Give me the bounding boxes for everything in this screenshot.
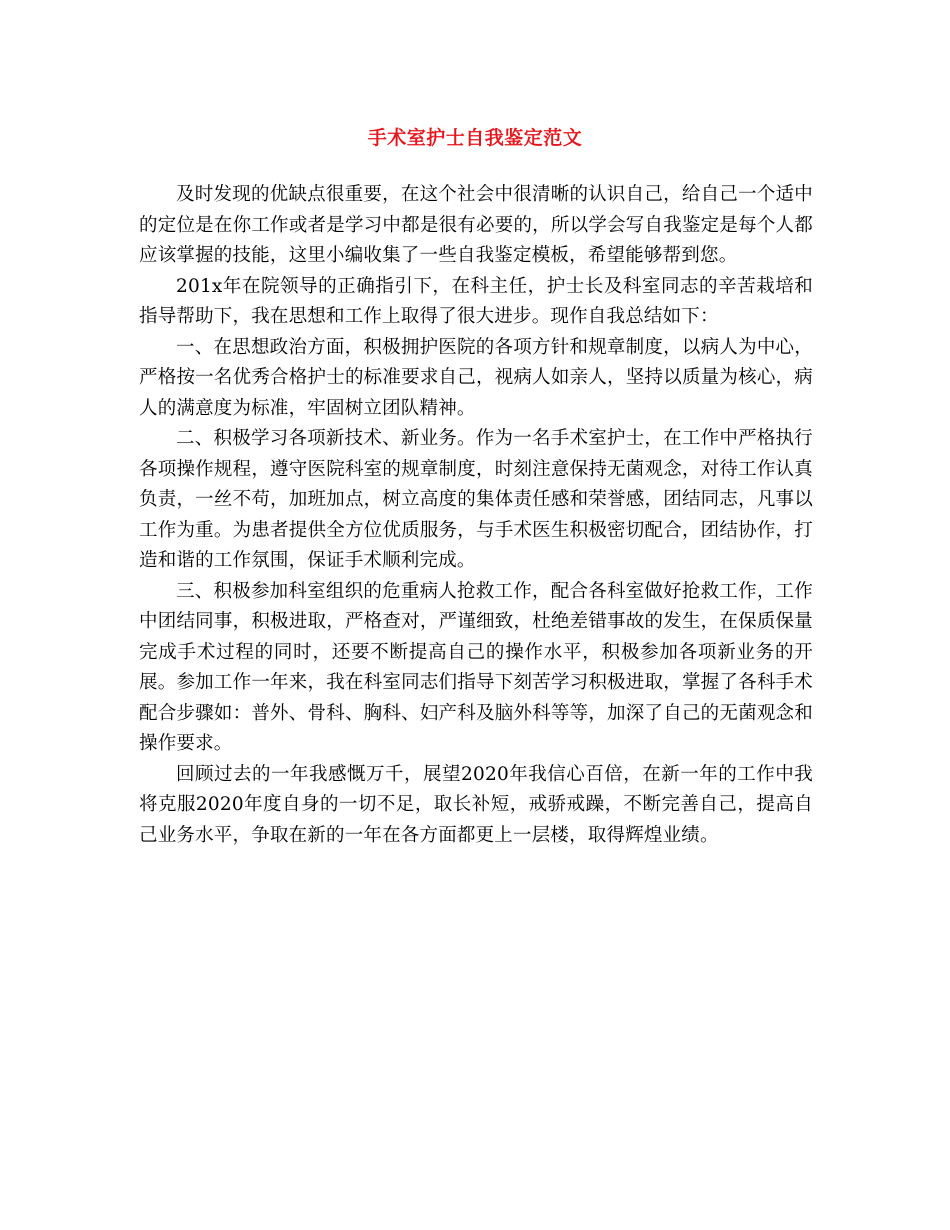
- paragraph-intro: 及时发现的优缺点很重要，在这个社会中很清晰的认识自己，给自己一个适中的定位是在你工作或者是学习中都是很有必要的，所以学会写自我鉴定是每个人都应该掌握的技能，这里小编收集了一些自我鉴定模板，希望能够帮到您。: [139, 184, 813, 266]
- document-body: [139, 180, 813, 851]
- paragraph-review: 回顾过去的一年我感慨万千，展望2020年我信心百倍，在新一年的工作中我将克服2020年度自身的一切不足，取长补短，戒骄戒躁，不断完善自己，提高自己业务水平，争取在新的一年在各方面都更上一层楼，取得辉煌业绩。: [139, 763, 813, 846]
- paragraph-learning: 二、积极学习各项新技术、新业务。作为一名手术室护士，在工作中严格执行各项操作规程，遵守医院科室的规章制度，时刻注意保持无菌观念，对待工作认真负责，一丝不苟，加班加点，树立高度的集体责任感和荣誉感，团结同志，凡事以工作为重。为患者提供全方位优质服务，与手术医生积极密切配合，团结协作，打造和谐的工作氛围，保证手术顺利完成。: [139, 428, 813, 571]
- paragraph-summary-lead: 201x年在院领导的正确指引下，在科主任，护士长及科室同志的辛苦栽培和指导帮助下，我在思想和工作上取得了很大进步。现作自我总结如下：: [139, 275, 813, 327]
- document-title: 手术室护士自我鉴定范文: [367, 127, 583, 149]
- paragraph-rescue-work: 三、积极参加科室组织的危重病人抢救工作，配合各科室做好抢救工作，工作中团结同事，积极进取，严格查对，严谨细致，杜绝差错事故的发生，在保质保量完成手术过程的同时，还要不断提高自己的操作水平，积极参加各项新业务的开展。参加工作一年来，我在科室同志们指导下刻苦学习积极进取，掌握了各科手术配合步骤如：普外、骨科、胸科、妇产科及脑外科等等，加深了自己的无菌观念和操作要求。: [139, 580, 813, 754]
- paragraph-political: 一、在思想政治方面，积极拥护医院的各项方针和规章制度，以病人为中心，严格按一名优秀合格护士的标准要求自己，视病人如亲人，坚持以质量为核心，病人的满意度为标准，牢固树立团队精神。: [139, 336, 813, 419]
